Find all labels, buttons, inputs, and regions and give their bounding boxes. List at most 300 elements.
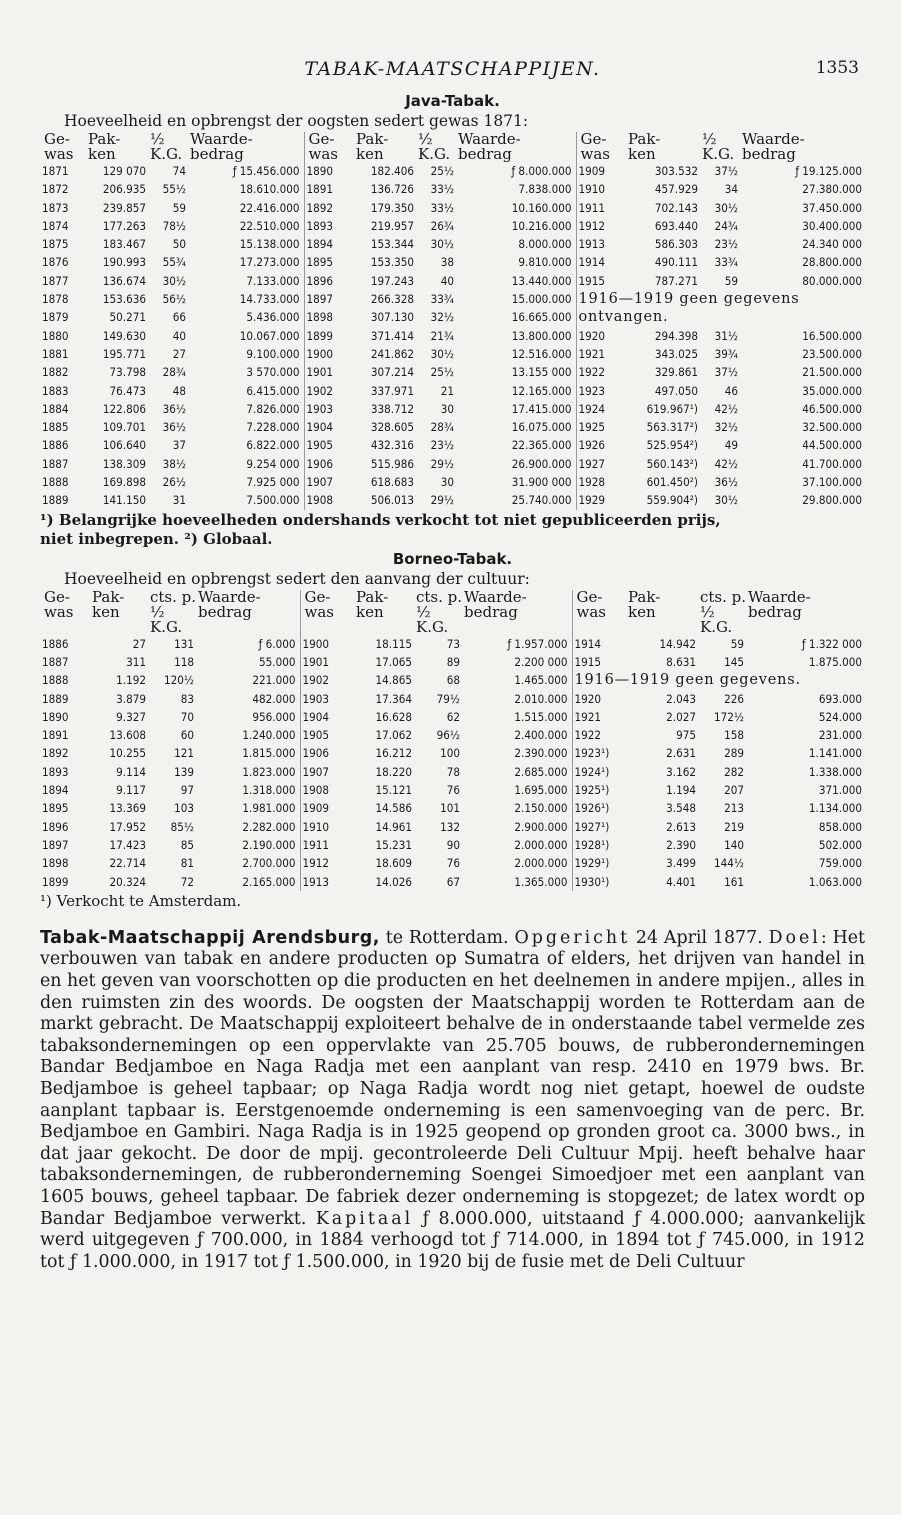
year-cell: 1910: [576, 180, 628, 198]
value-cell: 1.465.000: [514, 673, 568, 688]
year-cell: 1912: [576, 217, 628, 235]
year-cell: 1899: [42, 874, 69, 889]
column-header-line: was: [580, 145, 610, 163]
price-cell: 33½: [430, 182, 454, 197]
price-cell: 139: [174, 764, 194, 779]
value-cell: 759.000: [818, 856, 862, 871]
value-cell: 12.516.000: [511, 346, 572, 361]
packs-cell: 76.473: [109, 383, 146, 398]
column-header: [190, 132, 304, 162]
packs-cell: 975: [676, 728, 696, 743]
packs-cell: 149.630: [102, 328, 146, 343]
price-cell: 25½: [430, 164, 454, 178]
value-cell: 13.155 000: [511, 365, 572, 380]
column-header-line: ½ K.G.: [416, 602, 449, 636]
packs-cell: 525.954²): [646, 438, 698, 453]
packs-cell: 106.640: [102, 438, 146, 453]
value-cell: 29.800.000: [802, 493, 862, 508]
packs-cell: 329.861: [654, 365, 698, 380]
year-cell: 1903: [300, 690, 356, 708]
year-cell: 1914: [572, 635, 628, 653]
packs-cell: 9.114: [116, 764, 146, 779]
year-cell: 1904: [304, 418, 356, 436]
java-intro: Hoeveelheid en opbrengst der oogsten sedert gewas 1871:: [64, 112, 529, 130]
price-cell: 85½: [170, 819, 194, 834]
column-header: [416, 587, 464, 636]
value-cell: 13.800.000: [511, 328, 572, 343]
price-cell: 78: [446, 764, 460, 779]
price-cell: 70: [180, 709, 194, 724]
price-cell: 33¾: [714, 255, 738, 270]
java-footnote-2: niet inbegrepen. ²) Globaal.: [40, 529, 273, 548]
column-header-line: cts. p.: [700, 587, 747, 606]
company-description: [40, 928, 865, 1274]
column-header: [464, 587, 572, 635]
table-row: [40, 653, 866, 671]
value-cell: 1.063.000: [808, 874, 862, 889]
value-cell: 7.133.000: [246, 273, 300, 288]
value-cell: 17.415.000: [511, 401, 572, 416]
column-header-line: Ge-: [44, 130, 70, 148]
packs-cell: 14.942: [659, 636, 696, 651]
price-cell: 26½: [162, 475, 186, 490]
value-cell: 2.400.000: [514, 728, 568, 743]
year-cell: 1900: [304, 345, 356, 363]
price-cell: 48: [172, 383, 186, 398]
value-cell: 1.240.000: [242, 728, 296, 743]
price-cell: 33½: [430, 200, 454, 215]
year-cell: 1904: [300, 708, 356, 726]
year-cell: 1923: [576, 382, 628, 400]
packs-cell: 153.636: [102, 292, 146, 307]
value-cell: 14.733.000: [239, 292, 300, 307]
year-cell: 1884: [42, 401, 69, 416]
table-row: [40, 799, 866, 817]
doel-text: : Het verbouwen van tabak en andere producten op Sumatra of elders, het drijven van handel in en het geven van voorschotten op die producten en het deelnemen in andere mpijen., alles in den ruimsten zin des woords. De oogsten der Maatschappij worden te Rotterdam aan de markt gebracht. De Maatschappij exploiteert behalve de in onderstaande tabel vermelde zes tabaksondernemingen op een oppervlakte van 25.705 bouws, de rubberondernemingen Bandar Bedjamboe en Naga Radja met een aanplant van resp. 2410 en 1979 bws. Br. Bedjamboe is geheel tapbaar; op Naga Radja wordt nog niet getapt, hoewel de oudste aanplant tapbaar is. Eerstgenoemde onderneming is een samenvoeging van de perc. Br. Bedjamboe en Gambiri. Naga Radja is in 1925 geopend op gronden groot ca. 3000 bws., in dat jaar gekocht. De door de mpij. gecontroleerde Deli Cultuur Mpij. heeft behalve haar tabaksondernemingen, de rubberonderneming Soengei Simoedjoer met een aanplant van 1605 bouws, geheel tapbaar. De fabriek dezer onderneming is stopgezet; de latex wordt op Bandar Bedjamboe verwerkt.: [40, 927, 866, 1229]
packs-cell: 14.865: [375, 673, 412, 688]
table-row: [40, 345, 866, 363]
year-cell: 1896: [304, 272, 356, 290]
year-cell: 1906: [300, 744, 356, 762]
price-cell: 68: [446, 673, 460, 688]
value-cell: 16.500.000: [802, 328, 862, 343]
year-cell: 1927¹): [572, 818, 628, 836]
column-header: [40, 132, 88, 162]
price-cell: 79½: [436, 691, 460, 706]
price-cell: 55½: [162, 182, 186, 197]
value-cell: 15.138.000: [239, 237, 300, 252]
packs-cell: 307.130: [370, 310, 414, 325]
column-header-line: bedrag: [458, 145, 512, 163]
year-cell: 1878: [42, 292, 69, 307]
price-cell: 76: [446, 856, 460, 871]
year-cell: 1891: [42, 728, 69, 743]
price-cell: 46: [724, 383, 738, 398]
packs-cell: 506.013: [370, 493, 414, 508]
packs-cell: 2.043: [666, 691, 696, 706]
value-cell: 37.450.000: [802, 200, 862, 215]
year-cell: 1882: [42, 365, 69, 380]
price-cell: 33¾: [430, 292, 454, 307]
price-cell: 282: [724, 764, 744, 779]
java-footnote-1: ¹) Belangrijke hoeveelheden ondershands verkocht tot niet gepubliceerden prijs,: [40, 510, 721, 529]
column-header-line: Waarde-: [190, 130, 253, 148]
value-cell: 8.000.000: [518, 237, 572, 252]
packs-cell: 371.414: [370, 328, 414, 343]
price-cell: 72: [180, 874, 194, 889]
year-cell: 1886: [42, 438, 69, 453]
year-cell: 1885: [42, 420, 69, 435]
year-cell: 1903: [304, 400, 356, 418]
value-cell: 17.273.000: [239, 255, 300, 270]
year-cell: 1930¹): [572, 873, 628, 891]
table-row: [40, 290, 866, 308]
value-cell: 1.134.000: [808, 801, 862, 816]
packs-cell: 14.026: [375, 874, 412, 889]
year-cell: 1881: [42, 346, 69, 361]
packs-cell: 177.263: [102, 218, 146, 233]
year-cell: 1915: [576, 272, 628, 290]
table-row: [40, 217, 866, 235]
price-cell: 62: [446, 709, 460, 724]
price-cell: 32½: [714, 420, 738, 435]
value-cell: 41.700.000: [802, 456, 862, 471]
value-cell: 482.000: [252, 691, 296, 706]
column-header: [150, 587, 198, 636]
column-header: [576, 132, 628, 162]
column-header: [702, 132, 742, 162]
packs-cell: 1.194: [666, 783, 696, 798]
price-cell: 161: [724, 874, 744, 889]
price-cell: 90: [446, 837, 460, 852]
packs-cell: 3.548: [666, 801, 696, 816]
table-row: [40, 763, 866, 781]
table-cell-note: 1916—1919 geen gegevens: [576, 290, 866, 308]
year-cell: 1890: [42, 709, 69, 724]
value-cell: 26.900.000: [511, 456, 572, 471]
column-header-line: Waarde-: [464, 587, 527, 606]
table-row: [40, 382, 866, 400]
packs-cell: 16.628: [375, 709, 412, 724]
value-cell: 6.822.000: [246, 438, 300, 453]
column-header-line: ½ K.G.: [700, 602, 733, 636]
value-cell: 221.000: [252, 673, 296, 688]
value-cell: 80.000.000: [802, 273, 862, 288]
price-cell: 219: [724, 819, 744, 834]
packs-cell: 559.904²): [646, 493, 698, 508]
price-cell: 21: [440, 383, 454, 398]
value-cell: 13.440.000: [511, 273, 572, 288]
table-row: [40, 436, 866, 454]
column-header: [198, 587, 300, 635]
price-cell: 89: [446, 654, 460, 669]
year-cell: 1926: [576, 436, 628, 454]
column-header-line: ken: [356, 145, 384, 163]
packs-cell: 4.401: [666, 874, 696, 889]
year-cell: 1915: [572, 653, 628, 671]
year-cell: 1899: [304, 327, 356, 345]
year-cell: 1891: [304, 180, 356, 198]
year-cell: 1912: [300, 854, 356, 872]
year-cell: 1913: [576, 235, 628, 253]
year-cell: 1911: [300, 836, 356, 854]
column-header-line: cts. p.: [150, 587, 197, 606]
value-cell: 32.500.000: [802, 420, 862, 435]
year-cell: 1889: [42, 691, 69, 706]
year-cell: 1886: [42, 636, 69, 651]
value-cell: ƒ 15.456.000: [232, 164, 300, 178]
kapitaal-label: Kapitaal: [315, 1208, 414, 1229]
packs-cell: 13.369: [109, 801, 146, 816]
year-cell: 1910: [300, 818, 356, 836]
value-cell: ƒ 1.322 000: [801, 636, 862, 651]
value-cell: 858.000: [818, 819, 862, 834]
column-header: [88, 132, 150, 162]
value-cell: 693.000: [818, 691, 862, 706]
packs-cell: 457.929: [654, 182, 698, 197]
value-cell: 7.925 000: [246, 475, 300, 490]
value-cell: ƒ 1.957.000: [507, 636, 568, 651]
year-cell: 1911: [576, 199, 628, 217]
column-header: [628, 587, 700, 635]
value-cell: 10.216.000: [511, 218, 572, 233]
value-cell: 10.067.000: [239, 328, 300, 343]
packs-cell: 1.192: [116, 673, 146, 688]
price-cell: 31: [172, 493, 186, 508]
packs-cell: 179.350: [370, 200, 414, 215]
packs-cell: 136.726: [370, 182, 414, 197]
packs-cell: 432.316: [370, 438, 414, 453]
packs-cell: 618.683: [370, 475, 414, 490]
column-header-line: K.G.: [702, 145, 735, 163]
value-cell: 16.665.000: [511, 310, 572, 325]
table-row: [40, 308, 866, 326]
value-cell: 22.510.000: [239, 218, 300, 233]
packs-cell: 13.608: [109, 728, 146, 743]
year-cell: 1890: [304, 162, 356, 180]
price-cell: 132: [440, 819, 460, 834]
table-cell-note: ontvangen.: [576, 308, 866, 326]
price-cell: 34: [724, 182, 738, 197]
price-cell: 36½: [162, 401, 186, 416]
value-cell: ƒ 6.000: [258, 636, 296, 651]
packs-cell: 182.406: [370, 164, 414, 178]
year-cell: 1909: [576, 162, 628, 180]
value-cell: 1.823.000: [242, 764, 296, 779]
value-cell: 2.000.000: [514, 837, 568, 852]
packs-cell: 8.631: [666, 654, 696, 669]
java-section-title: Java-Tabak.: [405, 92, 500, 110]
price-cell: 103: [174, 801, 194, 816]
table-row: [40, 199, 866, 217]
price-cell: 74: [172, 164, 186, 178]
packs-cell: 3.499: [666, 856, 696, 871]
column-header: [458, 132, 576, 162]
price-cell: 23½: [430, 438, 454, 453]
year-cell: 1920: [576, 327, 628, 345]
packs-cell: 18.115: [375, 636, 412, 651]
packs-cell: 15.231: [375, 837, 412, 852]
packs-cell: 136.674: [102, 273, 146, 288]
packs-cell: 18.220: [375, 764, 412, 779]
year-cell: 1905: [300, 726, 356, 744]
kapitaal-text: ƒ 8.000.000, uitstaand ƒ 4.000.000; aanvankelijk werd uitgegeven ƒ 700.000, in 1884 verhoogd tot ƒ 714.000, in 1894 tot ƒ 745.000, in 1912 tot ƒ 1.000.000, in 1917 tot ƒ 1.500.000, in 1920 bij de fusie met de Deli Cultuur: [40, 1208, 866, 1272]
value-cell: 9.810.000: [518, 255, 572, 270]
value-cell: 7.826.000: [246, 401, 300, 416]
value-cell: 37.100.000: [802, 475, 862, 490]
year-cell: 1892: [42, 746, 69, 761]
year-cell: 1902: [304, 382, 356, 400]
price-cell: 172½: [713, 709, 744, 724]
packs-cell: 219.957: [370, 218, 414, 233]
year-cell: 1895: [304, 253, 356, 271]
column-header-line: ½: [150, 130, 165, 148]
column-header: [300, 587, 356, 635]
column-header: [356, 587, 416, 635]
price-cell: 289: [724, 746, 744, 761]
value-cell: 18.610.000: [239, 182, 300, 197]
year-cell: 1922: [572, 726, 628, 744]
table-header-row: [40, 590, 866, 635]
column-header-line: ken: [628, 602, 656, 621]
value-cell: 55.000: [259, 654, 296, 669]
column-header-line: ken: [92, 602, 120, 621]
packs-cell: 129 070: [102, 164, 146, 178]
year-cell: 1907: [304, 473, 356, 491]
value-cell: 12.165.000: [511, 383, 572, 398]
value-cell: 2.190.000: [242, 837, 296, 852]
table-header-row: [40, 132, 866, 162]
column-header-line: K.G.: [418, 145, 451, 163]
table-row: [40, 455, 866, 473]
value-cell: 1.981.000: [242, 801, 296, 816]
borneo-table: [40, 587, 866, 891]
price-cell: 118: [174, 654, 194, 669]
column-header-line: Pak-: [356, 130, 389, 148]
borneo-intro: Hoeveelheid en opbrengst sedert den aanvang der cultuur:: [64, 569, 530, 588]
packs-cell: 153.344: [370, 237, 414, 252]
doel-label: Doel: [768, 927, 821, 948]
year-cell: 1928: [576, 473, 628, 491]
price-cell: 30½: [162, 273, 186, 288]
year-cell: 1883: [42, 383, 69, 398]
packs-cell: 197.243: [370, 273, 414, 288]
price-cell: 29½: [430, 493, 454, 508]
price-cell: 78½: [162, 218, 186, 233]
column-header-line: Pak-: [628, 130, 661, 148]
column-header-line: K.G.: [150, 145, 183, 163]
year-cell: 1874: [42, 218, 69, 233]
borneo-footnote: ¹) Verkocht te Amsterdam.: [40, 891, 242, 910]
year-cell: 1921: [576, 345, 628, 363]
year-cell: 1914: [576, 253, 628, 271]
table-row: [40, 400, 866, 418]
packs-cell: 16.212: [375, 746, 412, 761]
packs-cell: 73.798: [109, 365, 146, 380]
company-location: te Rotterdam.: [379, 927, 515, 948]
table-row: [40, 708, 866, 726]
column-header-line: ½: [418, 130, 433, 148]
packs-cell: 693.440: [654, 218, 698, 233]
packs-cell: 17.423: [109, 837, 146, 852]
column-header-line: was: [44, 145, 74, 163]
price-cell: 29½: [430, 456, 454, 471]
value-cell: 2.165.000: [242, 874, 296, 889]
running-header: [40, 58, 865, 84]
column-header: [40, 587, 92, 635]
packs-cell: 702.143: [654, 200, 698, 215]
year-cell: 1888: [42, 673, 69, 688]
table-row: [40, 363, 866, 381]
price-cell: 85: [180, 837, 194, 852]
table-row: [40, 854, 866, 872]
value-cell: 2.390.000: [514, 746, 568, 761]
column-header-line: bedrag: [198, 602, 252, 621]
packs-cell: 2.613: [666, 819, 696, 834]
packs-cell: 109.701: [102, 420, 146, 435]
table-cell-note: 1916—1919 geen gegevens.: [572, 671, 866, 689]
price-cell: 96½: [436, 728, 460, 743]
column-header-line: bedrag: [190, 145, 244, 163]
column-header: [628, 132, 702, 162]
packs-cell: 183.467: [102, 237, 146, 252]
value-cell: 1.365.000: [514, 874, 568, 889]
packs-cell: 190.993: [102, 255, 146, 270]
price-cell: 158: [724, 728, 744, 743]
value-cell: 21.500.000: [802, 365, 862, 380]
table-row: [40, 235, 866, 253]
running-title: TABAK-MAATSCHAPPIJEN.: [304, 58, 601, 80]
column-header-line: ken: [356, 602, 384, 621]
value-cell: 3 570.000: [246, 365, 300, 380]
packs-cell: 563.317²): [646, 420, 698, 435]
table-row: [40, 635, 866, 653]
packs-cell: 17.062: [375, 728, 412, 743]
packs-cell: 18.609: [375, 856, 412, 871]
packs-cell: 9.117: [116, 783, 146, 798]
price-cell: 30½: [714, 200, 738, 215]
value-cell: 1.318.000: [242, 783, 296, 798]
year-cell: 1898: [42, 856, 69, 871]
price-cell: 207: [724, 783, 744, 798]
value-cell: 1.815.000: [242, 746, 296, 761]
value-cell: 371.000: [818, 783, 862, 798]
packs-cell: 17.952: [109, 819, 146, 834]
packs-cell: 294.398: [654, 328, 698, 343]
price-cell: 38½: [162, 456, 186, 471]
column-header-line: Waarde-: [458, 130, 521, 148]
year-cell: 1887: [42, 654, 69, 669]
price-cell: 101: [440, 801, 460, 816]
value-cell: 956.000: [252, 709, 296, 724]
packs-cell: 141.150: [102, 493, 146, 508]
column-header-line: ½ K.G.: [150, 602, 183, 636]
column-header-line: Waarde-: [742, 130, 805, 148]
value-cell: 31.900 000: [511, 475, 572, 490]
year-cell: 1907: [300, 763, 356, 781]
column-header: [150, 132, 190, 162]
table-row: [40, 253, 866, 271]
price-cell: 76: [446, 783, 460, 798]
price-cell: 100: [440, 746, 460, 761]
price-cell: 56½: [162, 292, 186, 307]
column-header-line: Waarde-: [198, 587, 261, 606]
year-cell: 1893: [304, 217, 356, 235]
value-cell: 7.838.000: [518, 182, 572, 197]
year-cell: 1902: [300, 671, 356, 689]
year-cell: 1924¹): [572, 763, 628, 781]
year-cell: 1893: [42, 764, 69, 779]
